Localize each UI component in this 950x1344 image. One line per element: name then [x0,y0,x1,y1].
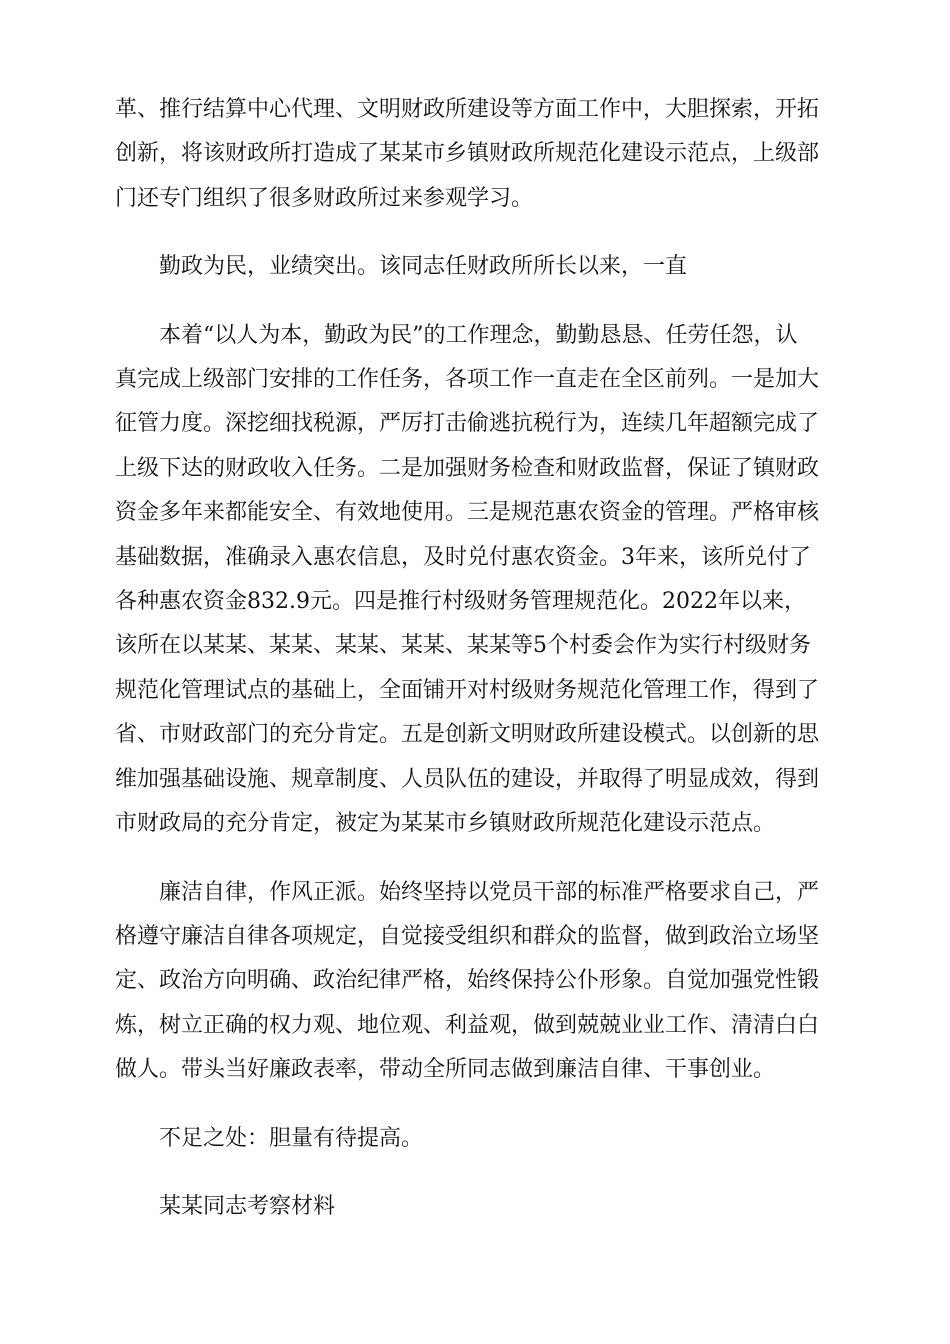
text-line: 该所在以某某、某某、某某、某某、某某等5个村委会作为实行村级财务 [115,633,811,659]
text-line: 炼，树立正确的权力观、地位观、利益观，做到兢兢业业工作、清清白白 [115,1012,820,1038]
paragraph-1 [115,88,835,221]
text-line: 市财政局的充分肯定，被定为某某市乡镇财政所规范化建设示范点。 [115,811,776,837]
text-line: 规范化管理试点的基础上，全面铺开对村级财务规范化管理工作，得到了 [115,677,820,703]
text-line: 做人。带头当好廉政表率，带动全所同志做到廉洁自律、干事创业。 [115,1057,776,1083]
text-line: 各种惠农资金832.9元。四是推行村级财务管理规范化。2022年以来， [115,589,806,615]
paragraph-6 [115,1185,835,1229]
paragraph-5 [115,1117,835,1161]
text-line: 本着“以人为本，勤政为民”的工作理念，勤勤恳恳、任劳任怨，认 [159,322,798,348]
text-line: 基础数据，准确录入惠农信息，及时兑付惠农资金。3年来，该所兑付了 [115,544,811,570]
text-line: 格遵守廉洁自律各项规定，自觉接受组织和群众的监督，做到政治立场坚 [115,923,820,949]
paragraph-2 [115,245,835,289]
text-line: 上级下达的财政收入任务。二是加强财务检查和财政监督，保证了镇财政 [115,455,820,481]
paragraph-3 [115,314,835,847]
text-line: 创新，将该财政所打造成了某某市乡镇财政所规范化建设示范点，上级部 [115,141,820,167]
paragraph-4 [115,871,835,1093]
text-line: 定、政治方向明确、政治纪律严格，始终保持公仆形象。自觉加强党性锻 [115,968,820,994]
text-line: 某某同志考察材料 [159,1193,336,1219]
text-line: 维加强基础设施、规章制度、人员队伍的建设，并取得了明显成效，得到 [115,766,820,792]
text-line: 省、市财政部门的充分肯定。五是创新文明财政所建设模式。以创新的思 [115,722,820,748]
text-line: 门还专门组织了很多财政所过来参观学习。 [115,185,534,211]
text-line: 不足之处：胆量有待提高。 [159,1125,424,1151]
document-page [115,88,835,1253]
text-line: 革、推行结算中心代理、文明财政所建设等方面工作中，大胆探索，开拓 [115,97,820,122]
text-line: 资金多年来都能安全、有效地使用。三是规范惠农资金的管理。严格审核 [115,500,820,526]
text-line: 廉洁自律，作风正派。始终坚持以党员干部的标准严格要求自己，严 [159,879,820,905]
text-line: 征管力度。深挖细找税源，严厉打击偷逃抗税行为，连续几年超额完成了 [115,411,820,437]
text-line: 勤政为民，业绩突出。该同志任财政所所长以来，一直 [159,254,688,280]
text-line: 真完成上级部门安排的工作任务，各项工作一直走在全区前列。一是加大 [115,367,820,393]
